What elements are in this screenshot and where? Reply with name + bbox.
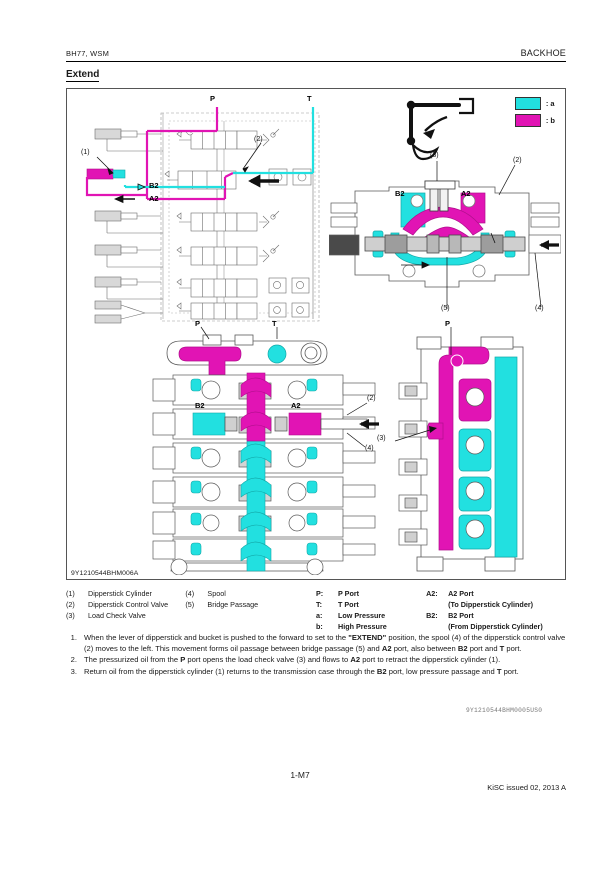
stack-port-p: P bbox=[195, 319, 201, 328]
legend-item bbox=[426, 610, 566, 621]
legend-key: (2) bbox=[66, 600, 75, 609]
legend-value: Load Check Valve bbox=[88, 611, 146, 620]
schematic-callout-2: (2) bbox=[254, 136, 263, 143]
legend-value: B2 Port bbox=[448, 611, 474, 620]
step-text: Return oil from the dipperstick cylinder (1) returns to the transmission case through the B2 port, low pressure passage and T port. bbox=[84, 666, 519, 676]
legend-item bbox=[426, 588, 566, 599]
stack-label-a2: A2 bbox=[291, 401, 301, 410]
legend-item bbox=[185, 588, 316, 599]
legend-item bbox=[66, 610, 185, 621]
legend-key: (4) bbox=[185, 589, 195, 598]
section-label-b2: B2 bbox=[395, 189, 405, 198]
step-number: 2. bbox=[70, 655, 77, 665]
stack-port-t: T bbox=[272, 319, 277, 328]
section-callout-2: (2) bbox=[513, 157, 522, 164]
stack-label-b2: B2 bbox=[195, 401, 205, 410]
legend-item bbox=[66, 599, 185, 610]
header-model: BH77, WSM bbox=[66, 49, 110, 58]
schematic-port-p: P bbox=[210, 94, 216, 103]
step-text: The pressurized oil from the P port opens the load check valve (3) and flows to A2 port to retract the dipperstick cylinder (1). bbox=[84, 655, 501, 665]
legend-item bbox=[316, 599, 426, 610]
legend-column-3 bbox=[316, 588, 426, 632]
hydraulic-schematic bbox=[73, 95, 325, 327]
schematic-port-t: T bbox=[307, 94, 312, 103]
legend-value: Bridge Passage bbox=[207, 600, 259, 609]
legend-row-b bbox=[515, 114, 555, 127]
document-code: 9Y1210544BHM0005US0 bbox=[466, 707, 543, 714]
legend-value: P Port bbox=[338, 589, 360, 598]
step-number: 1. bbox=[70, 633, 77, 642]
stack-callout-2: (2) bbox=[367, 395, 376, 402]
sideview-port-p: P bbox=[445, 319, 451, 328]
legend-key: a: bbox=[316, 611, 323, 620]
swatch-b-label: : b bbox=[545, 116, 555, 125]
figure-color-legend bbox=[515, 97, 555, 131]
step-item bbox=[66, 666, 566, 677]
legend-value: Dipperstick Cylinder bbox=[88, 589, 152, 598]
valve-stack-svg bbox=[151, 323, 379, 575]
legend-column-2 bbox=[185, 588, 316, 632]
figure-legend bbox=[66, 588, 566, 632]
legend-value: Low Pressure bbox=[338, 611, 386, 620]
legend-item bbox=[426, 621, 566, 632]
legend-item bbox=[185, 599, 316, 610]
legend-column-4 bbox=[426, 588, 566, 632]
swatch-a-label: : a bbox=[545, 99, 555, 108]
legend-item bbox=[316, 610, 426, 621]
valve-stack-front-view bbox=[151, 319, 379, 575]
legend-value: Spool bbox=[207, 589, 226, 598]
legend-key: P: bbox=[316, 589, 324, 598]
legend-key: A2: bbox=[426, 589, 438, 598]
page-number: 1-M7 bbox=[290, 770, 310, 780]
legend-item bbox=[66, 588, 185, 599]
side-view-svg bbox=[389, 323, 559, 575]
procedure-steps bbox=[66, 632, 566, 677]
section-callout-5: (5) bbox=[441, 305, 450, 312]
figure-container bbox=[66, 88, 566, 580]
valve-section-view bbox=[329, 152, 561, 315]
legend-value: T Port bbox=[338, 600, 359, 609]
legend-item bbox=[426, 599, 566, 610]
legend-key: B2: bbox=[426, 611, 438, 620]
legend-key: (5) bbox=[185, 600, 195, 609]
legend-value: High Pressure bbox=[338, 622, 387, 631]
swatch-b-icon bbox=[515, 114, 541, 127]
legend-key: (3) bbox=[66, 611, 75, 620]
issue-statement: KiSC issued 02, 2013 A bbox=[487, 783, 566, 792]
valve-side-view bbox=[377, 319, 559, 575]
section-callout-4: (4) bbox=[535, 305, 544, 312]
swatch-a-icon bbox=[515, 97, 541, 110]
step-text: When the lever of dipperstick and bucket is pushed to the forward to set to the "EXTEND" position, the spool (4) of the dipperstick control valve (2) moves to the left. This movement forms oil passage between bridge passage (5) and A2 port, also between B2 port and T port. bbox=[84, 633, 566, 654]
legend-item bbox=[316, 621, 426, 632]
legend-value: A2 Port bbox=[448, 589, 474, 598]
legend-column-1 bbox=[66, 588, 185, 632]
legend-item bbox=[316, 588, 426, 599]
schematic-callout-1: (1) bbox=[81, 149, 90, 156]
figure-id-label: 9Y1210544BHM006A bbox=[71, 570, 139, 577]
stack-callout-4: (4) bbox=[365, 445, 374, 452]
valve-section-svg bbox=[329, 157, 561, 315]
header-chapter: BACKHOE bbox=[520, 48, 566, 58]
excavator-arm-icon bbox=[397, 95, 497, 163]
step-item bbox=[66, 654, 566, 665]
step-item bbox=[66, 632, 566, 654]
legend-key: (1) bbox=[66, 589, 75, 598]
legend-value: Dipperstick Control Valve bbox=[88, 600, 169, 609]
page-header bbox=[66, 48, 566, 62]
sideview-callout-3: (3) bbox=[377, 435, 386, 442]
schematic-label-b2: B2 bbox=[149, 181, 159, 190]
legend-value: (To Dipperstick Cylinder) bbox=[448, 600, 534, 609]
step-number: 3. bbox=[70, 666, 77, 676]
section-label-a2: A2 bbox=[461, 189, 471, 198]
legend-value: (From Dipperstick Cylinder) bbox=[448, 622, 543, 631]
legend-row-a bbox=[515, 97, 555, 110]
schematic-label-a2: A2 bbox=[149, 194, 159, 203]
section-callout-3: (3) bbox=[430, 152, 439, 159]
legend-key: b: bbox=[316, 622, 323, 631]
schematic-svg bbox=[73, 95, 325, 327]
section-title: Extend bbox=[66, 69, 100, 80]
legend-key: T: bbox=[316, 600, 322, 609]
